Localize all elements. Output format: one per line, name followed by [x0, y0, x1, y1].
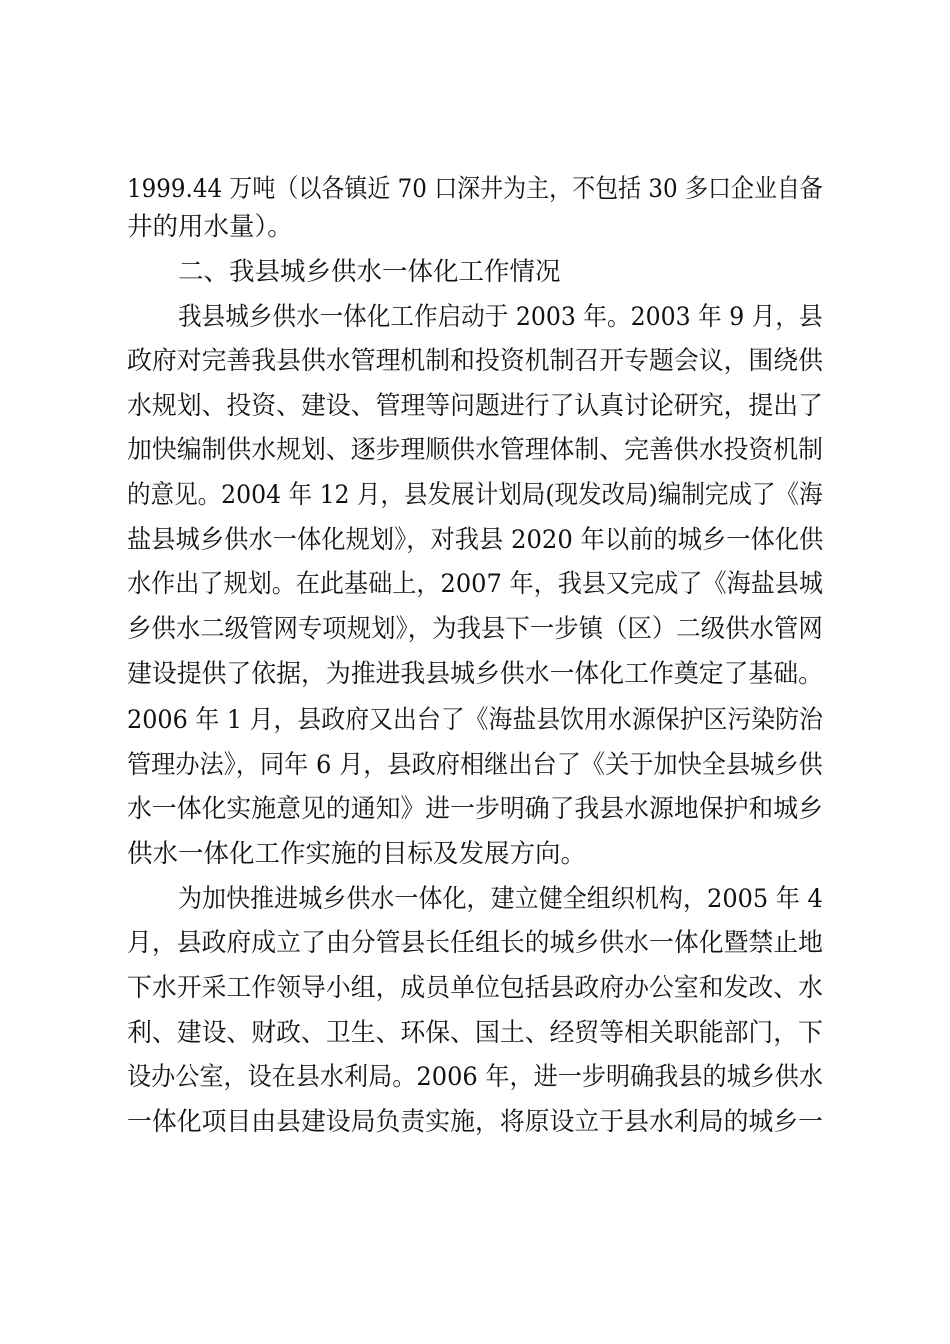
paragraph-line: 乡供水二级管网专项规划》，为我县下一步镇（区）二级供水管网: [127, 614, 823, 644]
paragraph-line: 2006 年 1 月，县政府又出台了《海盐县饮用水源保护区污染防治: [127, 705, 823, 735]
paragraph-line: 管理办法》，同年 6 月，县政府相继出台了《关于加快全县城乡供: [127, 750, 823, 780]
paragraph-line: 为加快推进城乡供水一体化，建立健全组织机构，2005 年 4: [178, 884, 823, 914]
paragraph-line: 下水开采工作领导小组，成员单位包括县政府办公室和发改、水: [127, 973, 824, 1003]
paragraph-line: 月，县政府成立了由分管县长任组长的城乡供水一体化暨禁止地: [127, 928, 824, 958]
paragraph-line: 水作出了规划。在此基础上，2007 年，我县又完成了《海盐县城: [127, 569, 824, 599]
paragraph-line: 盐县城乡供水一体化规划》，对我县 2020 年以前的城乡一体化供: [127, 525, 824, 555]
paragraph-line: 建设提供了依据，为推进我县城乡供水一体化工作奠定了基础。: [127, 659, 824, 689]
paragraph-line: 我县城乡供水一体化工作启动于 2003 年。2003 年 9 月，县: [178, 302, 823, 332]
paragraph-line: 1999.44 万吨（以各镇近 70 口深井为主，不包括 30 多口企业自备: [127, 174, 823, 204]
paragraph-line: 一体化项目由县建设局负责实施，将原设立于县水利局的城乡一: [127, 1107, 824, 1137]
paragraph-line: 井的用水量）。: [127, 212, 293, 242]
paragraph-line: 加快编制供水规划、逐步理顺供水管理体制、完善供水投资机制: [127, 435, 824, 465]
paragraph-line: 水一体化实施意见的通知》进一步明确了我县水源地保护和城乡: [127, 794, 824, 824]
paragraph-line: 设办公室，设在县水利局。2006 年，进一步明确我县的城乡供水: [127, 1062, 824, 1092]
paragraph-line: 供水一体化工作实施的目标及发展方向。: [127, 839, 587, 869]
paragraph-line: 水规划、投资、建设、管理等问题进行了认真讨论研究，提出了: [127, 391, 824, 421]
paragraph-line: 利、建设、财政、卫生、环保、国土、经贸等相关职能部门，下: [127, 1018, 824, 1048]
paragraph-line: 的意见。2004 年 12 月，县发展计划局(现发改局)编制完成了《海: [127, 480, 823, 510]
paragraph-line: 政府对完善我县供水管理机制和投资机制召开专题会议，围绕供: [127, 346, 824, 376]
section-heading: 二、我县城乡供水一体化工作情况: [178, 257, 561, 287]
